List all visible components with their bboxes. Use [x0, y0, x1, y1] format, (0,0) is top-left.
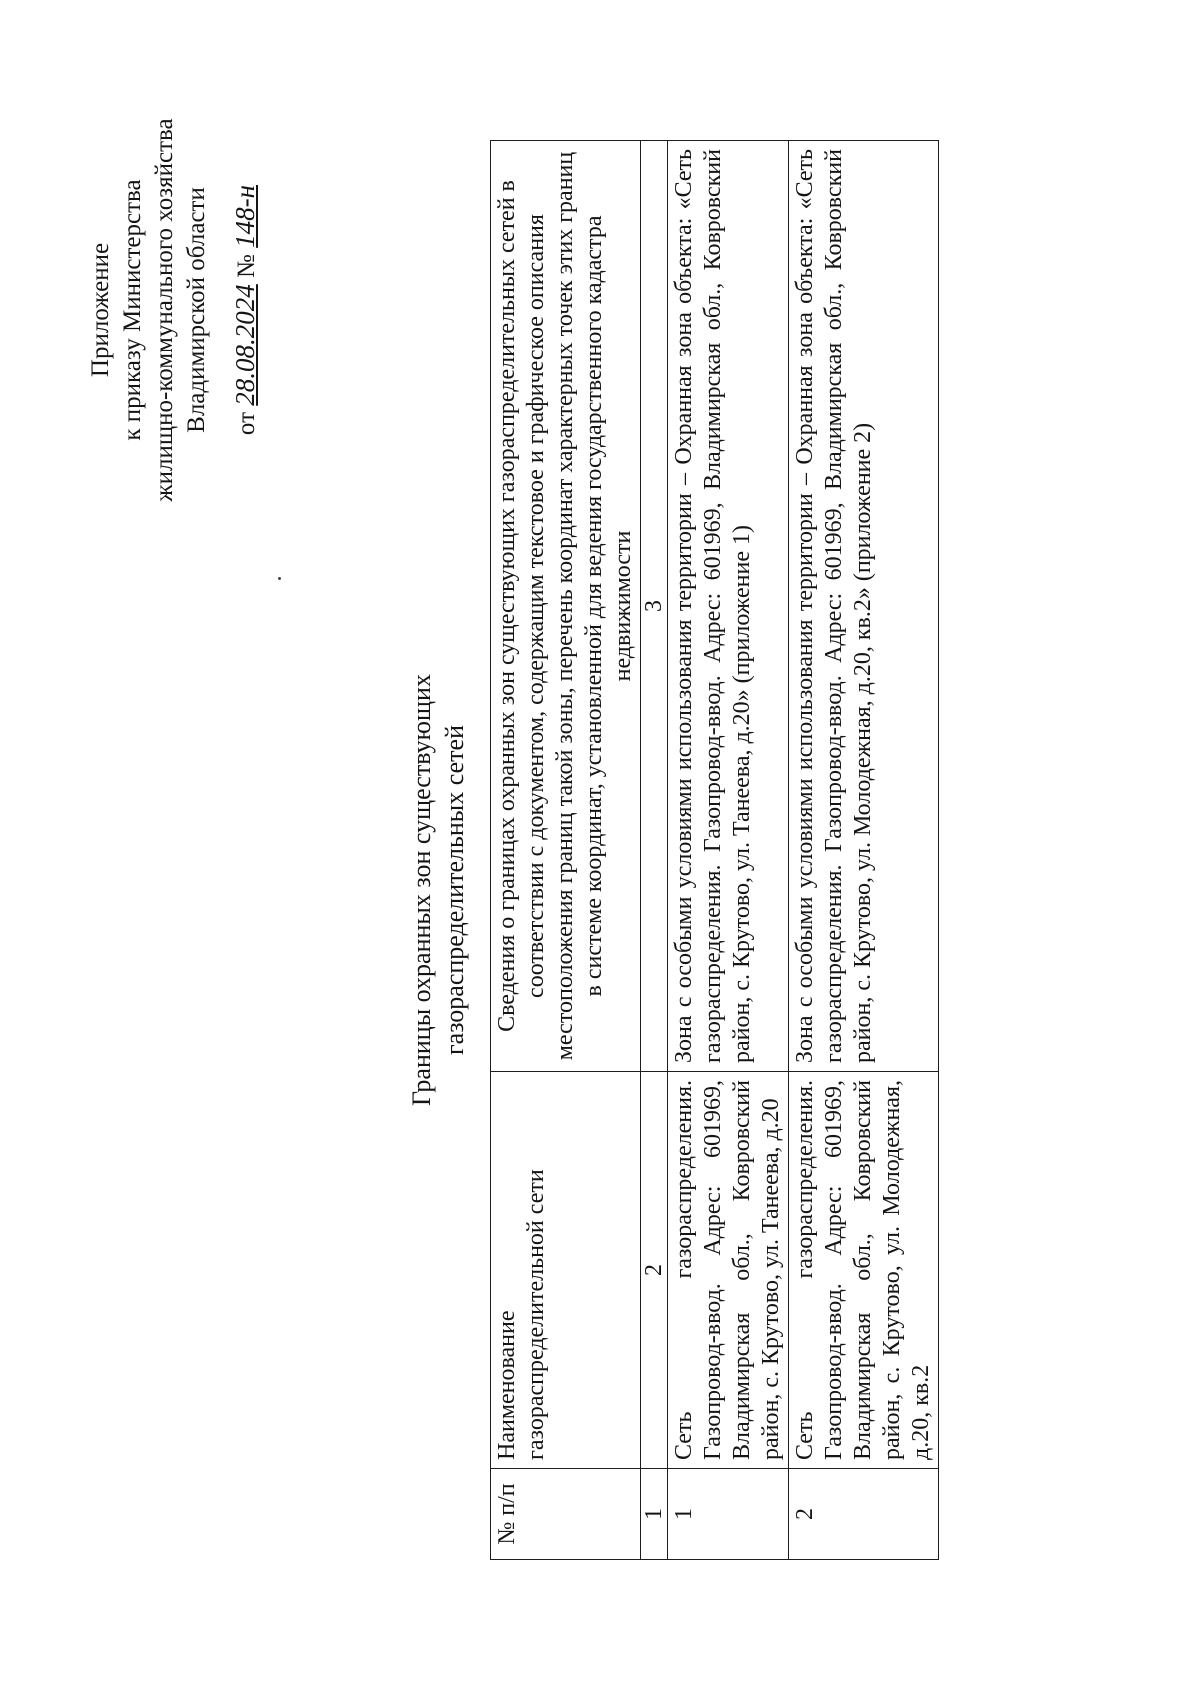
rotated-document-page	[35, 40, 1175, 1640]
document-title	[405, 320, 471, 1460]
network-name-cell: Сеть газораспределения. Газопровод-ввод. Адрес: 601969, Владимирская обл., Ковровский район, с. Крутово, ул. Танеева, д.20	[668, 1072, 789, 1469]
title-line-2: газораспределительных сетей	[440, 725, 469, 1056]
header-network-name: Наименование газораспределительной сети	[491, 1072, 641, 1469]
order-date: 28.08.2024	[230, 284, 260, 406]
approval-line-4: Владимирской области	[183, 187, 210, 433]
column-number: 2	[641, 1072, 668, 1469]
row-number: 2	[789, 1469, 939, 1560]
column-number-row	[641, 141, 668, 1560]
order-date-number	[229, 20, 263, 600]
column-number: 3	[641, 141, 668, 1072]
header-number: № п/п	[491, 1469, 641, 1560]
zone-info-cell: Зона с особыми условиями использования территории – Охранная зона объекта: «Сеть газораспределения. Газопровод-ввод. Адрес: 601969, Владимирская обл., Ковровский район, с. Крутово, ул. Молодежная, д.20, кв.2» (приложение 2)	[789, 141, 939, 1072]
table-row	[668, 141, 789, 1560]
column-number: 1	[641, 1469, 668, 1560]
title-line-1: Границы охранных зон существующих	[407, 674, 436, 1106]
approval-line-3: жилищно-коммунального хозяйства	[151, 118, 178, 502]
network-name-cell: Сеть газораспределения. Газопровод-ввод. Адрес: 601969, Владимирская обл., Ковровский район, с. Крутово, ул. Молодежная, д.20, кв.2	[789, 1072, 939, 1469]
number-prefix: №	[233, 254, 260, 278]
zone-info-cell: Зона с особыми условиями использования территории – Охранная зона объекта: «Сеть газораспределения. Газопровод-ввод. Адрес: 601969, Владимирская обл., Ковровский район, с. Крутово, ул. Танеева, д.20» (приложение 1)	[668, 141, 789, 1072]
approval-line-2: к приказу Министерства	[119, 179, 146, 441]
protection-zones-table	[490, 140, 939, 1560]
table-row	[789, 141, 939, 1560]
order-number: 148-н	[230, 184, 260, 248]
table-header-row	[491, 141, 641, 1560]
scan-speck	[278, 577, 281, 580]
approval-line-1: Приложение	[87, 242, 114, 378]
header-zone-info: Сведения о границах охранных зон существующих газораспределительных сетей в соответствии с документом, содержащим текстовое и графическое описания местоположения границ такой зоны, перечень координат характерных точек этих границ в системе координат, установленной для ведения государственного кадастра недвижимости	[491, 141, 641, 1072]
date-prefix: от	[233, 411, 260, 436]
approval-block	[85, 20, 263, 600]
row-number: 1	[668, 1469, 789, 1560]
